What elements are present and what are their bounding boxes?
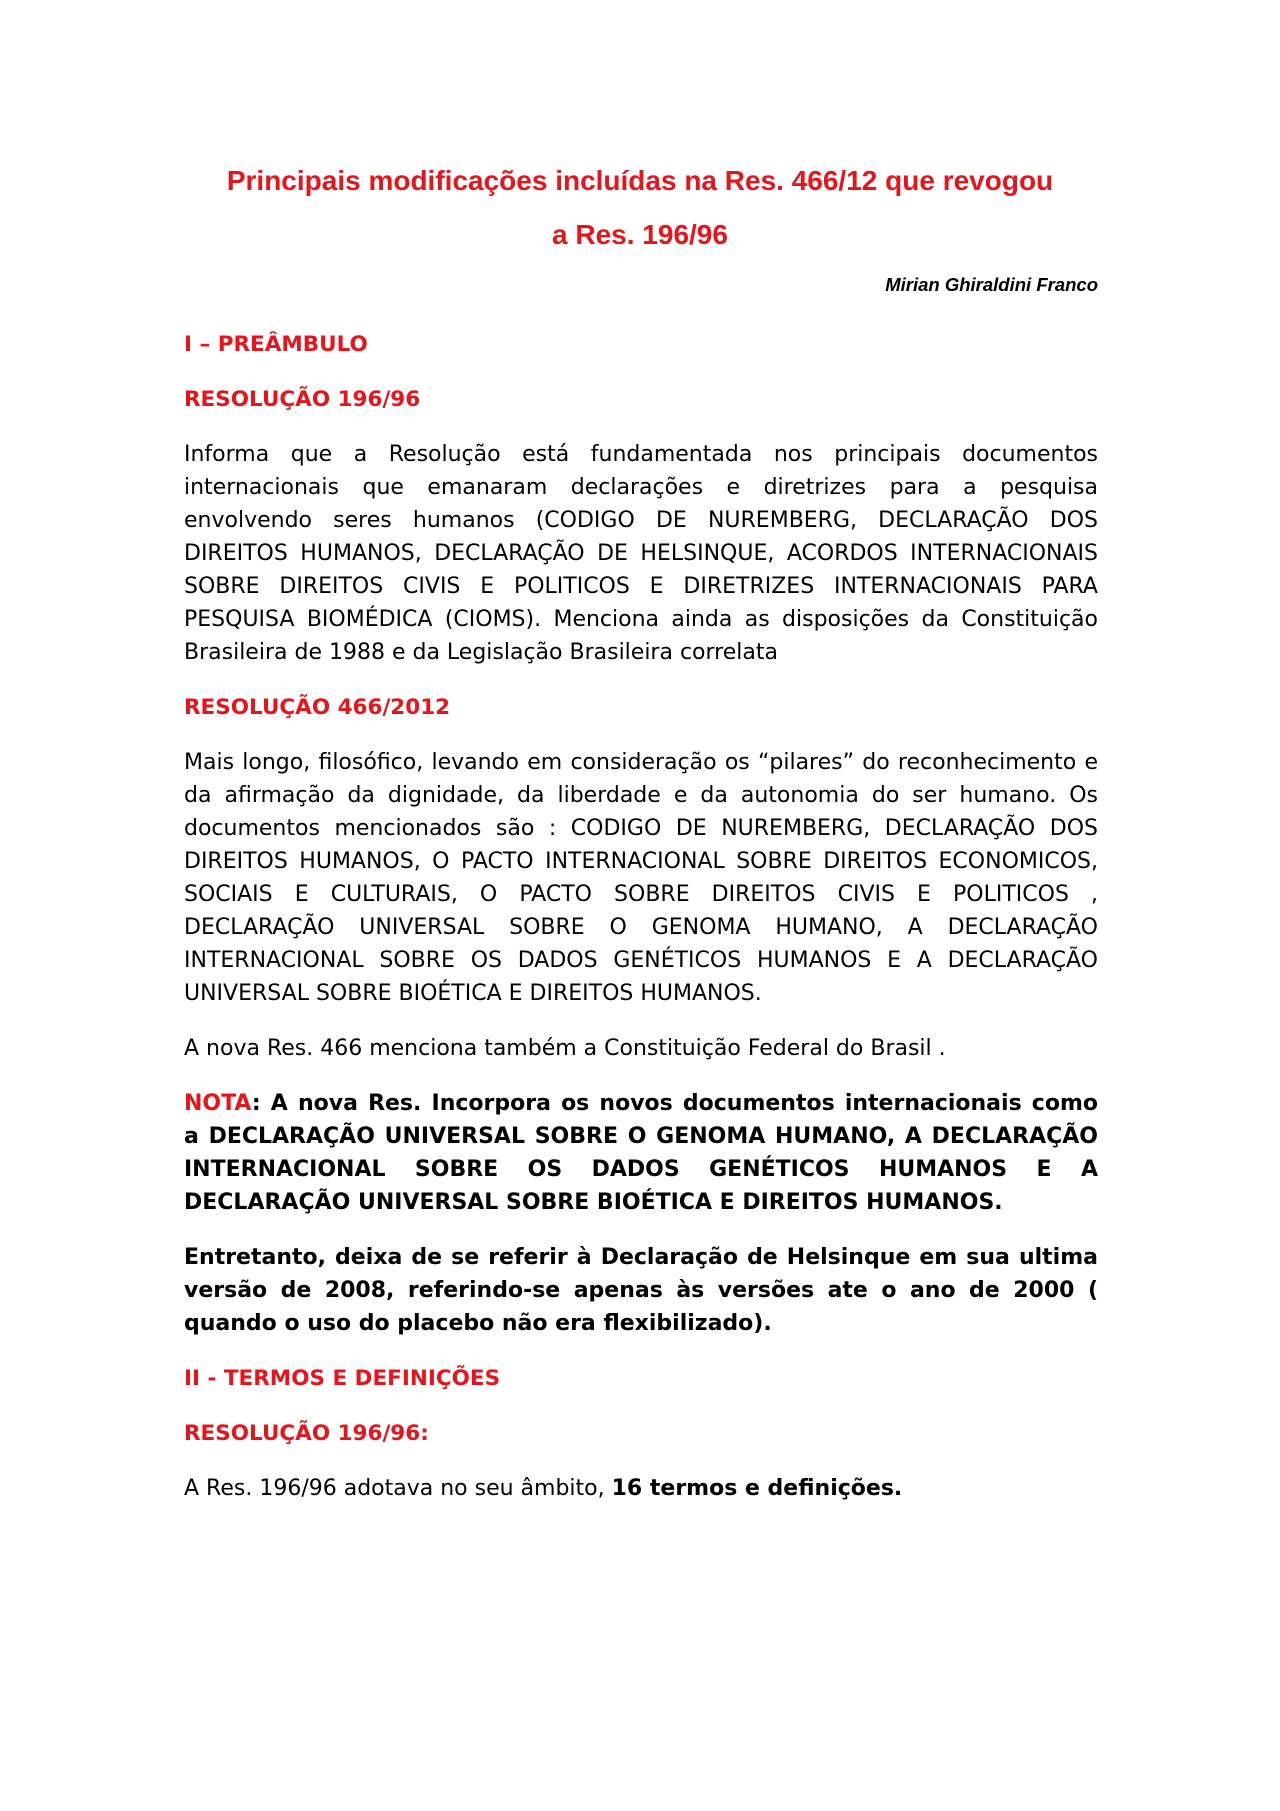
title-line-2: a Res. 196/96 [552, 219, 728, 250]
paragraph-constitution: A nova Res. 466 menciona também a Constituição Federal do Brasil . [184, 1036, 946, 1061]
document-body [184, 328, 1098, 1527]
paragraph-res-196: Informa que a Resolução está fundamentada nos principais documentos internacionais que emanaram declarações e diretrizes para a pesquisa envolvendo seres humanos (CODIGO DE NUREMBERG, DECLARAÇÃO DOS DIREITOS HUMANOS, DECLARAÇÃO DE HELSINQUE, ACORDOS INTERNACIONAIS SOBRE DIREITOS CIVIS E POLITICOS E DIRETRIZES INTERNACIONAIS PARA PESQUISA BIOMÉDICA (CIOMS). Menciona ainda as disposições da Constituição Brasileira de 1988 e da Legislação Brasileira correlata [184, 442, 1098, 665]
title-line-1: Principais modificações incluídas na Res. 466/12 que revogou [226, 165, 1054, 196]
paragraph-helsinque: Entretanto, deixa de se referir à Declaração de Helsinque em sua ultima versão de 2008, referindo-se apenas às versões ate o ano de 2000 ( quando o uso do placebo não era flexibilizado). [184, 1245, 1098, 1336]
paragraph-termos [184, 1472, 1098, 1505]
termos-text-bold: 16 termos e definições. [611, 1476, 903, 1501]
author-name: Mirian Ghiraldini Franco [885, 274, 1098, 295]
section-heading-termos: II - TERMOS E DEFINIÇÕES [184, 1366, 501, 1391]
document-title [150, 154, 1130, 262]
paragraph-nota [184, 1087, 1098, 1219]
subheading-res-466: RESOLUÇÃO 466/2012 [184, 695, 451, 720]
nota-label: NOTA [184, 1091, 252, 1116]
paragraph-res-466: Mais longo, filosófico, levando em consideração os “pilares” do reconhecimento e da afirmação da dignidade, da liberdade e da autonomia do ser humano. Os documentos mencionados são : CODIGO DE NUREMBERG, DECLARAÇÃO DOS DIREITOS HUMANOS, O PACTO INTERNACIONAL SOBRE DIREITOS ECONOMICOS, SOCIAIS E CULTURAIS, O PACTO SOBRE DIREITOS CIVIS E POLITICOS , DECLARAÇÃO UNIVERSAL SOBRE O GENOMA HUMANO, A DECLARAÇÃO INTERNACIONAL SOBRE OS DADOS GENÉTICOS HUMANOS E A DECLARAÇÃO UNIVERSAL SOBRE BIOÉTICA E DIREITOS HUMANOS. [184, 750, 1098, 1006]
subheading-res-196-termos: RESOLUÇÃO 196/96: [184, 1421, 429, 1446]
nota-text: : A nova Res. Incorpora os novos documentos internacionais como a DECLARAÇÃO UNIVERSAL SOBRE O GENOMA HUMANO, A DECLARAÇÃO INTERNACIONAL SOBRE OS DADOS GENÉTICOS HUMANOS E A DECLARAÇÃO UNIVERSAL SOBRE BIOÉTICA E DIREITOS HUMANOS. [184, 1091, 1098, 1215]
termos-text-prefix: A Res. 196/96 adotava no seu âmbito, [184, 1476, 612, 1501]
section-heading-preambulo: I – PREÂMBULO [184, 332, 368, 357]
subheading-res-196: RESOLUÇÃO 196/96 [184, 387, 421, 412]
